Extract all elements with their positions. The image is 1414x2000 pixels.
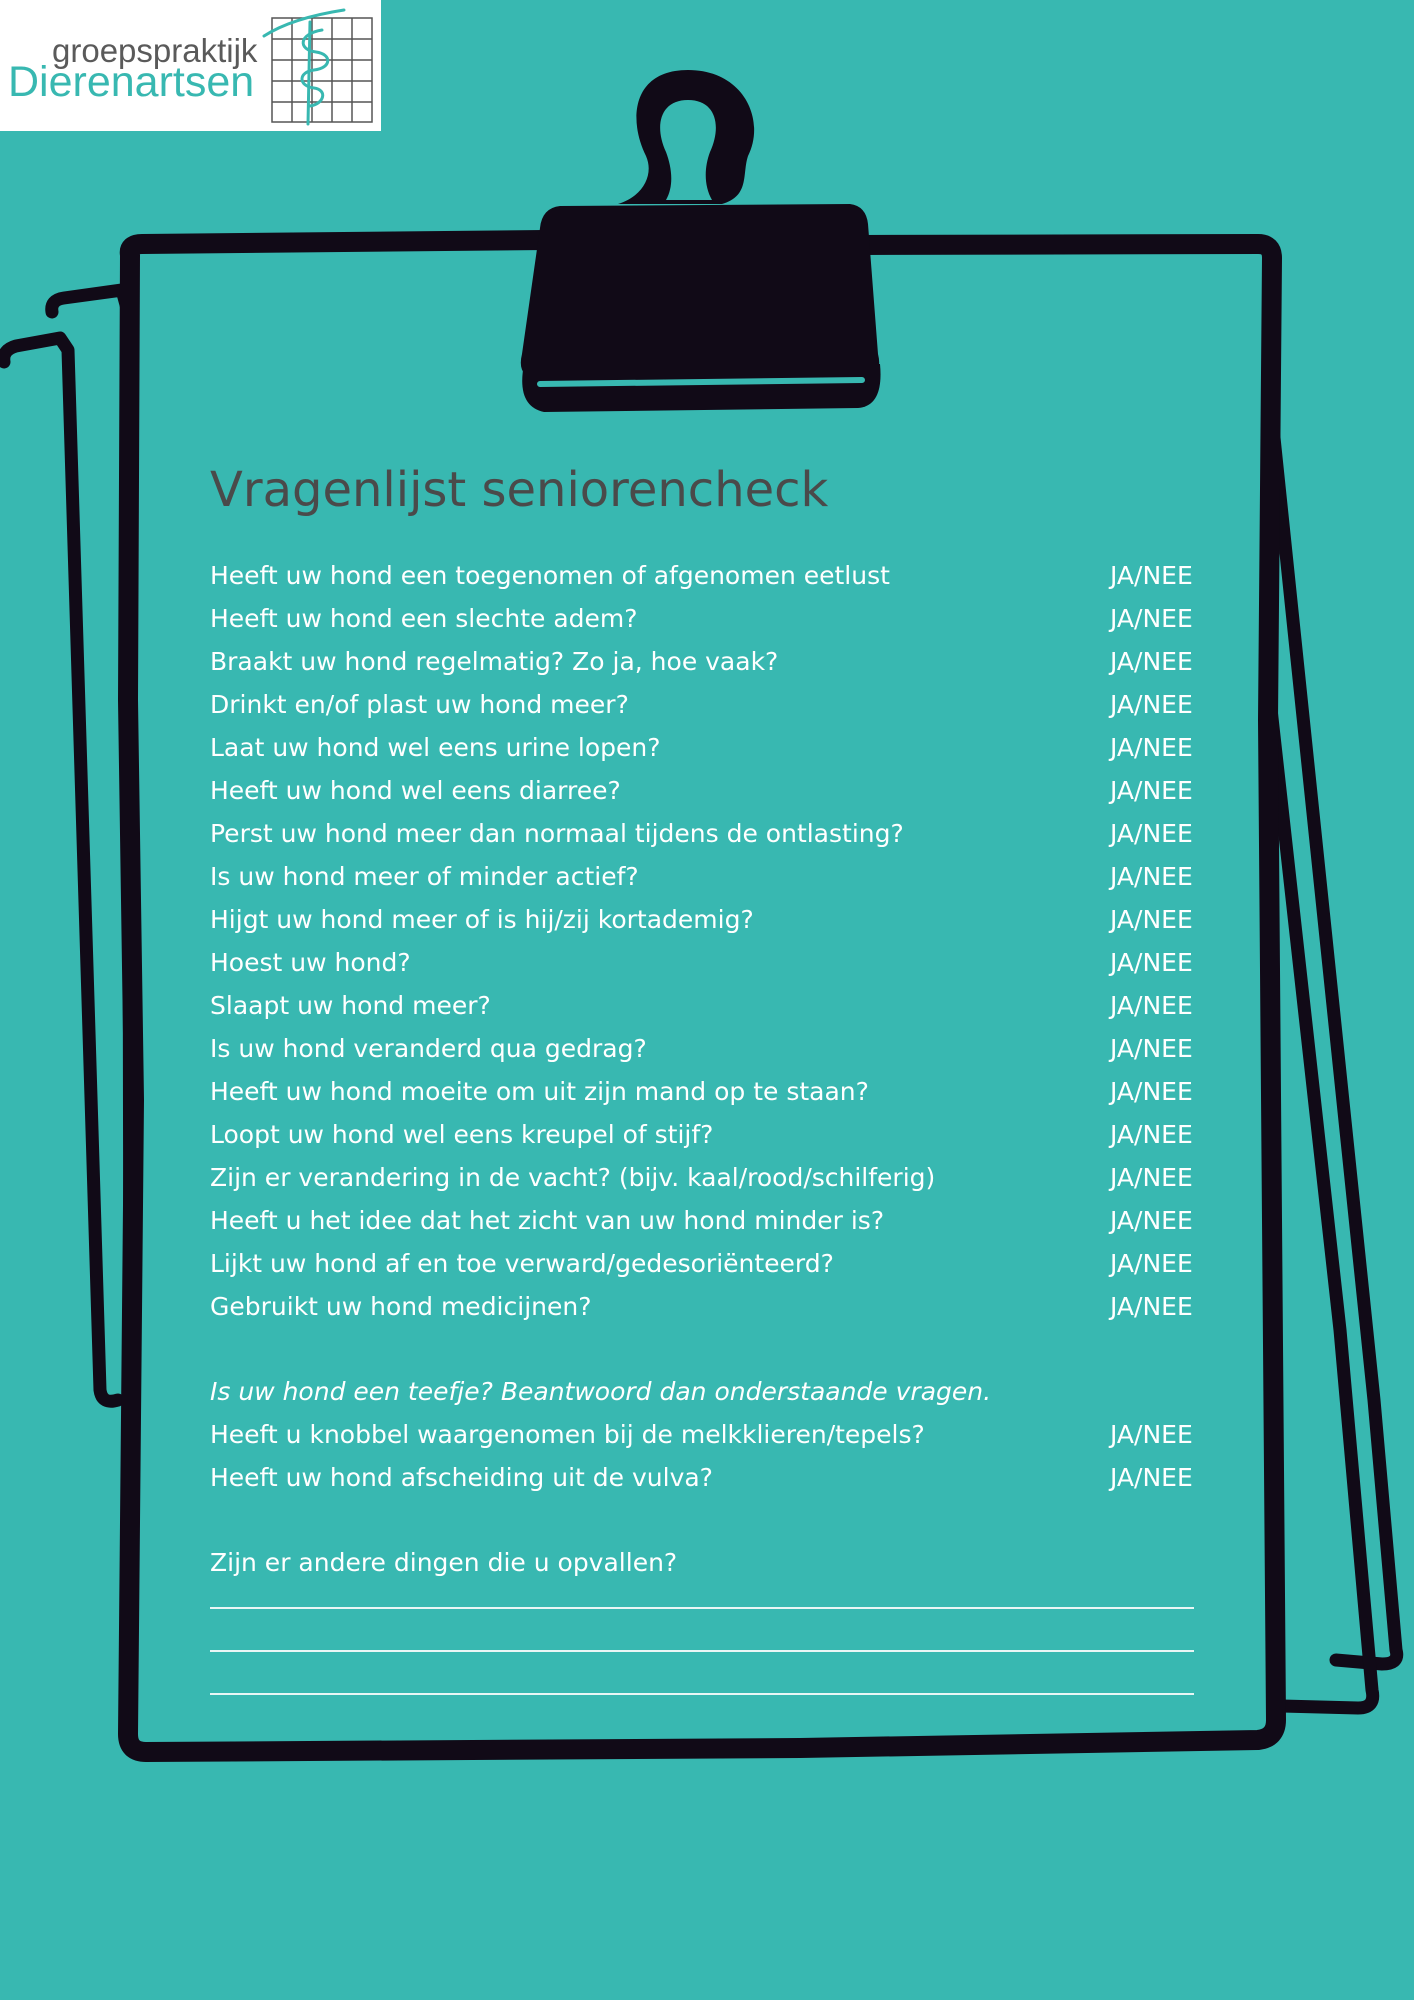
answer-option: JA/NEE <box>1110 1120 1193 1149</box>
question-row <box>210 1156 1200 1199</box>
question-text: Drinkt en/of plast uw hond meer? <box>210 690 629 719</box>
question-row <box>210 1070 1200 1113</box>
question-text: Heeft u knobbel waargenomen bij de melkklieren/tepels? <box>210 1420 925 1449</box>
question-row <box>210 984 1200 1027</box>
question-text: Hijgt uw hond meer of is hij/zij kortademig? <box>210 905 754 934</box>
question-row <box>210 1413 1200 1456</box>
question-text: Heeft u het idee dat het zicht van uw hond minder is? <box>210 1206 885 1235</box>
question-list <box>210 554 1200 1328</box>
question-row <box>210 683 1200 726</box>
question-row <box>210 1027 1200 1070</box>
answer-option: JA/NEE <box>1110 1034 1193 1063</box>
question-text: Hoest uw hond? <box>210 948 411 977</box>
answer-line <box>210 1607 1194 1609</box>
answer-option: JA/NEE <box>1110 1420 1193 1449</box>
questionnaire <box>210 460 1200 1695</box>
question-text: Slaapt uw hond meer? <box>210 991 491 1020</box>
question-row <box>210 726 1200 769</box>
answer-line <box>210 1650 1194 1652</box>
question-row <box>210 1242 1200 1285</box>
answer-option: JA/NEE <box>1110 561 1193 590</box>
answer-option: JA/NEE <box>1110 690 1193 719</box>
question-text: Laat uw hond wel eens urine lopen? <box>210 733 661 762</box>
answer-option: JA/NEE <box>1110 1292 1193 1321</box>
answer-option: JA/NEE <box>1110 905 1193 934</box>
back-paper-outer <box>4 338 118 1401</box>
logo-text-line2: Dierenartsen <box>8 58 255 106</box>
question-row <box>210 855 1200 898</box>
binder-clip <box>521 70 881 412</box>
question-text: Braakt uw hond regelmatig? Zo ja, hoe vaak? <box>210 647 779 676</box>
answer-option: JA/NEE <box>1110 604 1193 633</box>
page-title: Vragenlijst seniorencheck <box>210 462 829 518</box>
question-row <box>210 1113 1200 1156</box>
question-text: Heeft uw hond wel eens diarree? <box>210 776 621 805</box>
answer-option: JA/NEE <box>1110 819 1193 848</box>
answer-option: JA/NEE <box>1110 1249 1193 1278</box>
other-remarks-prompt: Zijn er andere dingen die u opvallen? <box>210 1548 678 1577</box>
question-text: Heeft uw hond een slechte adem? <box>210 604 638 633</box>
question-text: Loopt uw hond wel eens kreupel of stijf? <box>210 1120 714 1149</box>
female-section-intro: Is uw hond een teefje? Beantwoord dan onderstaande vragen. <box>210 1377 992 1406</box>
question-row <box>210 554 1200 597</box>
answer-option: JA/NEE <box>1110 991 1193 1020</box>
answer-option: JA/NEE <box>1110 1077 1193 1106</box>
answer-line <box>210 1693 1194 1695</box>
question-row <box>210 1456 1200 1499</box>
question-row <box>210 640 1200 683</box>
question-row <box>210 1199 1200 1242</box>
question-row <box>210 769 1200 812</box>
answer-option: JA/NEE <box>1110 647 1193 676</box>
answer-option: JA/NEE <box>1110 1463 1193 1492</box>
answer-option: JA/NEE <box>1110 776 1193 805</box>
question-text: Is uw hond meer of minder actief? <box>210 862 639 891</box>
back-paper-right-outer <box>1268 380 1397 1664</box>
answer-option: JA/NEE <box>1110 862 1193 891</box>
question-text: Lijkt uw hond af en toe verward/gedesoriënteerd? <box>210 1249 834 1278</box>
question-text: Gebruikt uw hond medicijnen? <box>210 1292 592 1321</box>
question-text: Heeft uw hond een toegenomen of afgenomen eetlust <box>210 561 890 590</box>
logo-text-line1: groepspraktijk <box>52 32 258 69</box>
question-text: Is uw hond veranderd qua gedrag? <box>210 1034 647 1063</box>
question-row <box>210 941 1200 984</box>
answer-option: JA/NEE <box>1110 948 1193 977</box>
question-row <box>210 812 1200 855</box>
question-row <box>210 898 1200 941</box>
answer-option: JA/NEE <box>1110 1206 1193 1235</box>
question-text: Heeft uw hond moeite om uit zijn mand op te staan? <box>210 1077 869 1106</box>
question-text: Zijn er verandering in de vacht? (bijv. kaal/rood/schilferig) <box>210 1163 936 1192</box>
answer-option: JA/NEE <box>1110 1163 1193 1192</box>
question-text: Heeft uw hond afscheiding uit de vulva? <box>210 1463 713 1492</box>
question-row <box>210 597 1200 640</box>
question-text: Perst uw hond meer dan normaal tijdens de ontlasting? <box>210 819 904 848</box>
question-row <box>210 1285 1200 1328</box>
answer-option: JA/NEE <box>1110 733 1193 762</box>
